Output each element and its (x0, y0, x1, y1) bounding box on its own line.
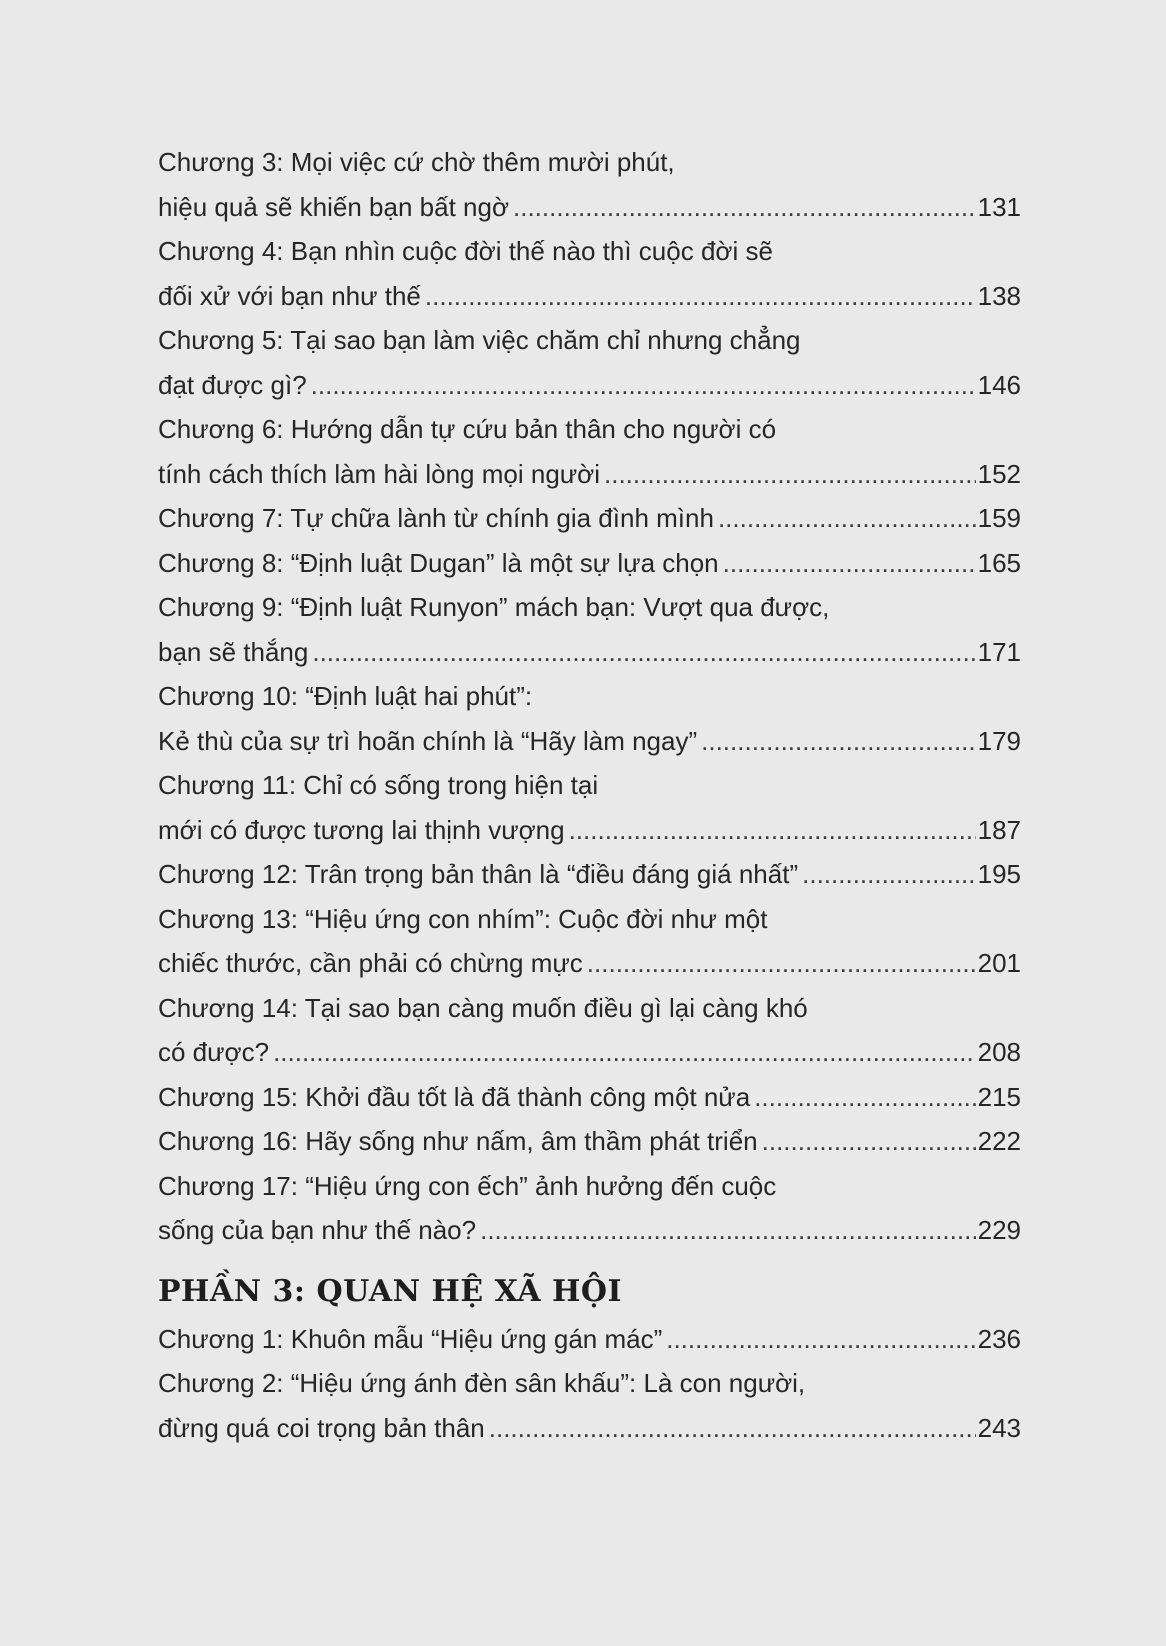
toc-page-number: 236 (977, 1323, 1021, 1354)
section-title-part3: PHẦN 3: QUAN HỆ XÃ HỘI (158, 1273, 623, 1309)
toc-entry-line (158, 674, 1021, 719)
toc-entry-line (158, 897, 1021, 942)
toc-page-number: 171 (977, 636, 1021, 667)
toc-entry-line (158, 1406, 1021, 1451)
toc-entry-title: Chương 7: Tự chữa lành từ chính gia đình mình (158, 503, 714, 533)
toc-page-number: 159 (977, 503, 1021, 533)
toc-entry-title: Chương 16: Hãy sống như nấm, âm thầm phát triển (158, 1126, 758, 1156)
toc-entry-title: mới có được tương lai thịnh vượng (158, 814, 565, 845)
toc-entry-line (158, 986, 1021, 1031)
toc-entry-title: Chương 2: “Hiệu ứng ánh đèn sân khấu”: Là con người, (158, 1368, 806, 1398)
toc-entry-line (158, 1030, 1021, 1075)
toc-page-number: 222 (977, 1126, 1021, 1156)
toc-entry (158, 585, 1021, 674)
toc-entry (158, 496, 1021, 541)
toc-entry-line (158, 452, 1021, 497)
toc-entry (158, 763, 1021, 852)
toc-page-number: 187 (977, 814, 1021, 845)
toc-entry-title: Chương 8: “Định luật Dugan” là một sự lựa chọn (158, 547, 719, 578)
toc-page-number: 179 (977, 725, 1021, 756)
toc-entry-title: tính cách thích làm hài lòng mọi người (158, 458, 601, 489)
toc-page-number: 131 (977, 191, 1021, 222)
toc-dot-leader (718, 496, 976, 541)
toc-entry-title: Chương 9: “Định luật Runyon” mách bạn: Vượt qua được, (158, 592, 830, 622)
toc-entry (158, 407, 1021, 496)
toc-dot-leader (666, 1317, 975, 1362)
toc-entry-line (158, 274, 1021, 319)
toc-entry (158, 140, 1021, 229)
toc-dot-leader (312, 630, 975, 675)
toc-entry-title: sống của bạn như thế nào? (158, 1215, 477, 1245)
toc-entry-title: Chương 1: Khuôn mẫu “Hiệu ứng gán mác” (158, 1323, 663, 1354)
toc-entry (158, 1075, 1021, 1120)
toc-entry-line (158, 1119, 1021, 1164)
toc-page-number: 138 (977, 280, 1021, 311)
toc-entry (158, 1361, 1021, 1450)
toc-dot-leader (480, 1208, 976, 1253)
toc-entry-line (158, 1208, 1021, 1253)
toc-entry-title: Chương 12: Trân trọng bản thân là “điều đáng giá nhất” (158, 859, 799, 889)
toc-entry (158, 897, 1021, 986)
toc-dot-leader (311, 363, 976, 408)
toc-page-number: 215 (977, 1081, 1021, 1112)
toc-page-number: 152 (977, 458, 1021, 489)
toc-entry (158, 541, 1021, 586)
toc-entry (158, 986, 1021, 1075)
toc-entry-title: Chương 17: “Hiệu ứng con ếch” ảnh hưởng đến cuộc (158, 1170, 777, 1201)
toc-dot-leader (604, 452, 976, 497)
toc-dot-leader (587, 941, 976, 986)
toc-entry-line (158, 1361, 1021, 1406)
toc-dot-leader (569, 808, 976, 853)
toc-entry-title: Chương 6: Hướng dẫn tự cứu bản thân cho người có (158, 414, 777, 444)
toc-entry-line (158, 229, 1021, 274)
toc-dot-leader (754, 1075, 975, 1120)
toc-entry-line (158, 140, 1021, 185)
toc-dot-leader (701, 719, 975, 764)
toc-part3-list (158, 1317, 1021, 1451)
toc-dot-leader (425, 274, 976, 319)
toc-dot-leader (489, 1406, 976, 1451)
toc-entry-line (158, 1164, 1021, 1209)
toc-entry-title: bạn sẽ thắng (158, 636, 309, 667)
toc-entry-title: đối xử với bạn như thế (158, 280, 421, 311)
toc-entry-line (158, 1317, 1021, 1362)
toc-entry-title: Kẻ thù của sự trì hoãn chính là “Hãy làm ngay” (158, 725, 698, 756)
toc-entry-line (158, 541, 1021, 586)
toc-entry (158, 1119, 1021, 1164)
toc-entry-title: hiệu quả sẽ khiến bạn bất ngờ (158, 191, 509, 222)
toc-entry-line (158, 1075, 1021, 1120)
toc-entry-title: có được? (158, 1037, 270, 1067)
toc-entry-title: Chương 13: “Hiệu ứng con nhím”: Cuộc đời như một (158, 903, 768, 934)
toc-entry-line (158, 852, 1021, 897)
toc-entry-title: Chương 11: Chỉ có sống trong hiện tại (158, 770, 599, 800)
toc-entry-title: đừng quá coi trọng bản thân (158, 1412, 485, 1443)
toc-entry (158, 318, 1021, 407)
toc-entry (158, 852, 1021, 897)
toc-entry-line (158, 185, 1021, 230)
toc-entry-title: Chương 14: Tại sao bạn càng muốn điều gì lại càng khó (158, 992, 808, 1023)
toc-entry (158, 1317, 1021, 1362)
toc-entry-title: Chương 15: Khởi đầu tốt là đã thành công một nửa (158, 1081, 751, 1112)
toc-part2-list (158, 140, 1021, 1253)
toc-entry-title: đạt được gì? (158, 369, 307, 400)
toc-entry-line (158, 585, 1021, 630)
toc-entry-title: Chương 4: Bạn nhìn cuộc đời thế nào thì cuộc đời sẽ (158, 236, 773, 266)
toc-entry-title: Chương 3: Mọi việc cứ chờ thêm mười phút, (158, 147, 675, 177)
toc-entry (158, 229, 1021, 318)
toc-entry-line (158, 363, 1021, 408)
toc-entry-line (158, 407, 1021, 452)
toc-entry-line (158, 763, 1021, 808)
toc-entry-line (158, 496, 1021, 541)
toc-entry (158, 674, 1021, 763)
toc-page-number: 146 (977, 369, 1021, 400)
toc-entry-line (158, 630, 1021, 675)
toc-page-number: 229 (977, 1215, 1021, 1245)
toc-dot-leader (802, 852, 975, 897)
toc-entry-line (158, 941, 1021, 986)
toc-dot-leader (273, 1030, 976, 1075)
toc-entry (158, 1164, 1021, 1253)
toc-entry-title: Chương 5: Tại sao bạn làm việc chăm chỉ nhưng chẳng (158, 325, 801, 355)
toc-page-number: 243 (977, 1412, 1021, 1443)
table-of-contents (158, 140, 1021, 1450)
toc-entry-title: Chương 10: “Định luật hai phút”: (158, 681, 533, 711)
toc-dot-leader (513, 185, 976, 230)
toc-entry-line (158, 808, 1021, 853)
toc-entry-line (158, 719, 1021, 764)
toc-entry-line (158, 318, 1021, 363)
toc-page-number: 208 (977, 1037, 1021, 1067)
toc-entry-title: chiếc thước, cần phải có chừng mực (158, 948, 583, 978)
toc-page-number: 165 (977, 547, 1021, 578)
toc-page-number: 201 (977, 948, 1021, 978)
toc-dot-leader (762, 1119, 976, 1164)
toc-page-number: 195 (977, 859, 1021, 889)
toc-dot-leader (723, 541, 976, 586)
